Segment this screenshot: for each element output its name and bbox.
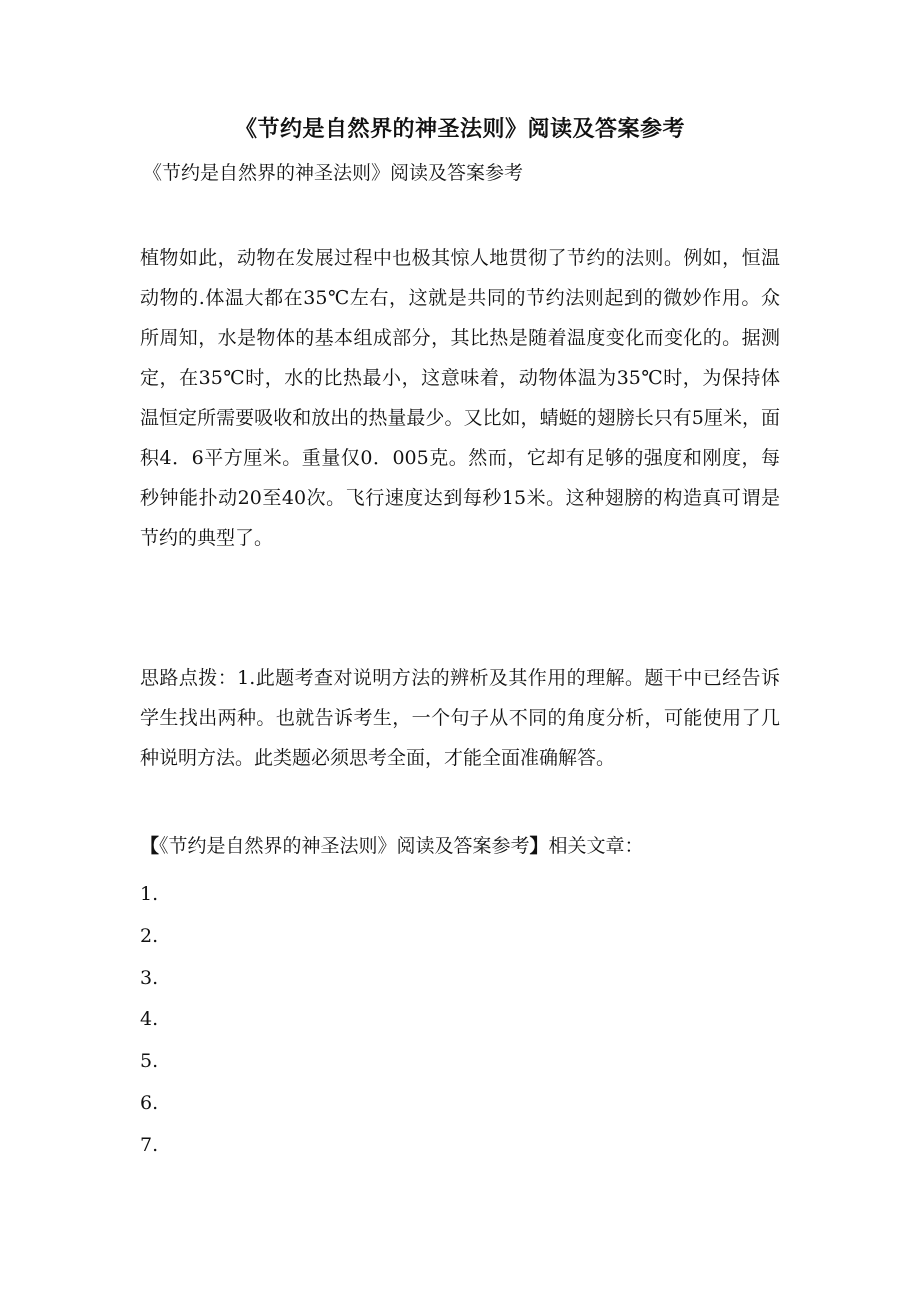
body-paragraph-1: 植物如此，动物在发展过程中也极其惊人地贯彻了节约的法则。例如，恒温动物的.体温大都在35℃左右，这就是共同的节约法则起到的微妙作用。众所周知，水是物体的基本组成部分，其比热是随着温度变化而变化的。据测定，在35℃时，水的比热最小，这意味着，动物体温为35℃时，为保持体温恒定所需要吸收和放出的热量最少。又比如，蜻蜓的翅膀长只有5厘米，面积4．6平方厘米。重量仅0．005克。然而，它却有足够的强度和刚度，每秒钟能扑动20至40次。飞行速度达到每秒15米。这种翅膀的构造真可谓是节约的典型了。 — [140, 247, 780, 549]
related-item-5[interactable]: 5. — [140, 1050, 159, 1073]
related-item-1[interactable]: 1. — [140, 883, 159, 905]
related-articles-list — [140, 876, 340, 1169]
related-item-6[interactable]: 6. — [140, 1091, 159, 1114]
related-suffix: 相关文章： — [548, 835, 644, 857]
body-paragraph-2: 思路点拨：1.此题考查对说明方法的辨析及其作用的理解。题干中已经告诉学生找出两种。也就告诉考生，一个句子从不同的角度分析，可能使用了几种说明方法。此类题必须思考全面，才能全面准确解答。 — [140, 667, 780, 769]
related-close-bracket: 】 — [529, 835, 549, 857]
related-articles-heading — [140, 828, 780, 864]
related-open-bracket: 【 — [140, 835, 160, 857]
related-item-2[interactable]: 2. — [140, 924, 159, 947]
related-item-3[interactable]: 3. — [140, 966, 159, 989]
page-subtitle: 《节约是自然界的神圣法则》阅读及答案参考 — [143, 162, 524, 184]
page-title: 《节约是自然界的神圣法则》阅读及答案参考 — [234, 116, 685, 142]
related-label: 《节约是自然界的神圣法则》阅读及答案参考 — [159, 835, 530, 857]
related-item-7[interactable]: 7. — [140, 1133, 159, 1156]
related-item-4[interactable]: 4. — [140, 1008, 159, 1031]
